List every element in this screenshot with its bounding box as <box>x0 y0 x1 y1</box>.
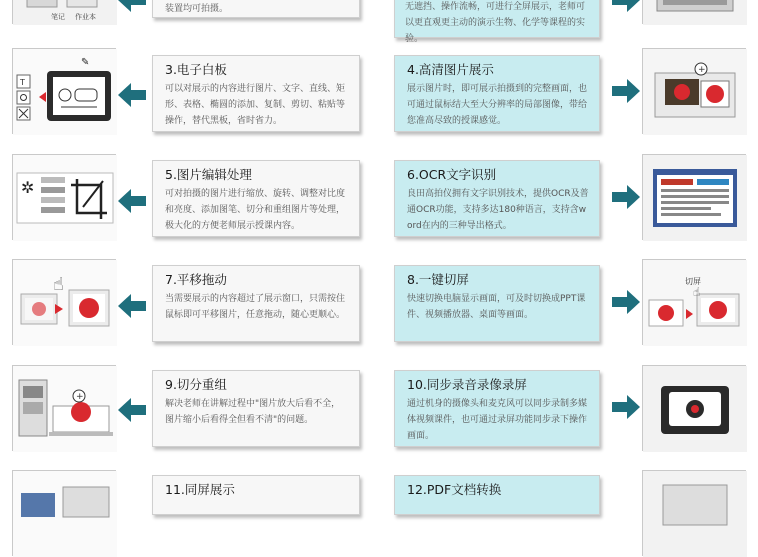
thumbnail-recording <box>642 365 746 451</box>
feature-title: 5.图片编辑处理 <box>165 167 252 182</box>
feature-desc: 通过机身的摄像头和麦克风可以同步录制多媒体视频课件，也可通过录屏功能同步录下操作画面。 <box>407 399 588 441</box>
feature-title: 3.电子白板 <box>165 62 227 77</box>
svg-text:☝: ☝ <box>693 285 701 299</box>
feature-card-recording <box>394 370 600 447</box>
thumbnail-same-screen <box>12 470 116 556</box>
feature-card-ocr <box>394 160 600 237</box>
feature-title: 6.OCR文字识别 <box>407 167 497 182</box>
arrow-right-icon <box>612 395 640 419</box>
feature-desc: 可以对展示的内容进行图片、文字、直线、矩形、表格、椭圆的添加、复制、剪切、粘贴等操作，替代黑板，省时省力。 <box>165 84 346 126</box>
feature-desc: 当需要展示的内容超过了展示窗口，只需按住鼠标即可平移图片，任意拖动，随心更顺心。 <box>165 294 346 320</box>
thumb-label-homework: 作业本 <box>75 13 96 21</box>
thumb-label-notes: 笔记 <box>51 13 65 21</box>
arrow-right-icon <box>612 79 640 103</box>
feature-desc: 快速切换电脑显示画面，可及时切换成PPT课件、视频播放器、桌面等画面。 <box>407 294 586 320</box>
svg-text:✎: ✎ <box>81 57 90 68</box>
thumb-label-switch: 切屏 <box>685 277 701 286</box>
svg-text:☝: ☝ <box>53 274 64 295</box>
feature-card-image-edit <box>152 160 360 237</box>
feature-card-pan-drag <box>152 265 360 342</box>
feature-card-pdf-convert <box>394 475 600 515</box>
feature-title: 9.切分重组 <box>165 377 227 392</box>
feature-card-hd-display <box>394 55 600 132</box>
feature-card-whiteboard <box>152 55 360 132</box>
arrow-right-icon <box>612 290 640 314</box>
thumbnail-pdf-convert <box>642 470 746 556</box>
feature-desc-top-left: 装置均可拍摄。 <box>165 4 229 14</box>
feature-title: 8.一键切屏 <box>407 272 469 287</box>
feature-card-top-right <box>394 0 600 44</box>
thumbnail-ocr <box>642 154 746 240</box>
feature-card-split-regroup <box>152 370 360 447</box>
arrow-left-icon <box>118 398 146 422</box>
thumbnail-screen-switch <box>642 259 746 345</box>
arrow-left-icon <box>118 294 146 318</box>
svg-text:✲: ✲ <box>21 178 35 197</box>
feature-title: 11.同屏展示 <box>165 482 235 497</box>
feature-desc: 解决老师在讲解过程中"图片放大后看不全，图片缩小后看得全但看不清"的问题。 <box>165 399 341 425</box>
arrow-left-icon <box>118 0 146 12</box>
svg-text:T: T <box>20 78 25 87</box>
feature-desc-top-right: 无遮挡、操作流畅，可进行全屏展示，老师可以更直观更主动的演示生物、化学等课程的实验。 <box>405 2 586 44</box>
thumbnail-image-edit <box>12 154 116 240</box>
feature-card-screen-switch <box>394 265 600 342</box>
feature-card-same-screen <box>152 475 360 515</box>
thumbnail-notes <box>12 0 116 24</box>
thumbnail-hd-display <box>642 48 746 134</box>
feature-card-top-left <box>152 0 360 18</box>
feature-title: 4.高清图片展示 <box>407 62 494 77</box>
thumbnail-experiment <box>642 0 746 24</box>
arrow-left-icon <box>118 189 146 213</box>
feature-desc: 可对拍摄的图片进行缩放、旋转、调整对比度和亮度、添加图笔、切分和重组图片等处理，极大化的方便老师展示授课内容。 <box>165 189 346 231</box>
thumbnail-whiteboard <box>12 48 116 134</box>
thumbnail-pan-drag <box>12 259 116 345</box>
arrow-right-icon <box>612 0 640 12</box>
thumbnail-split-regroup <box>12 365 116 451</box>
arrow-right-icon <box>612 185 640 209</box>
svg-text:+: + <box>698 65 706 75</box>
feature-title: 12.PDF文档转换 <box>407 482 502 497</box>
feature-desc: 良田高拍仪拥有文字识别技术，提供OCR及普通OCR功能，支持多达180种语言，支持含word在内的三种导出格式。 <box>407 189 589 231</box>
feature-title: 7.平移拖动 <box>165 272 227 287</box>
feature-title: 10.同步录音录像录屏 <box>407 377 527 392</box>
arrow-left-icon <box>118 83 146 107</box>
svg-text:+: + <box>76 392 84 402</box>
feature-desc: 展示图片时，即可展示拍摄到的完整画面，也可通过鼠标结大至大分辨率的局部图像，带给您准高尽致的授课感觉。 <box>407 84 588 126</box>
